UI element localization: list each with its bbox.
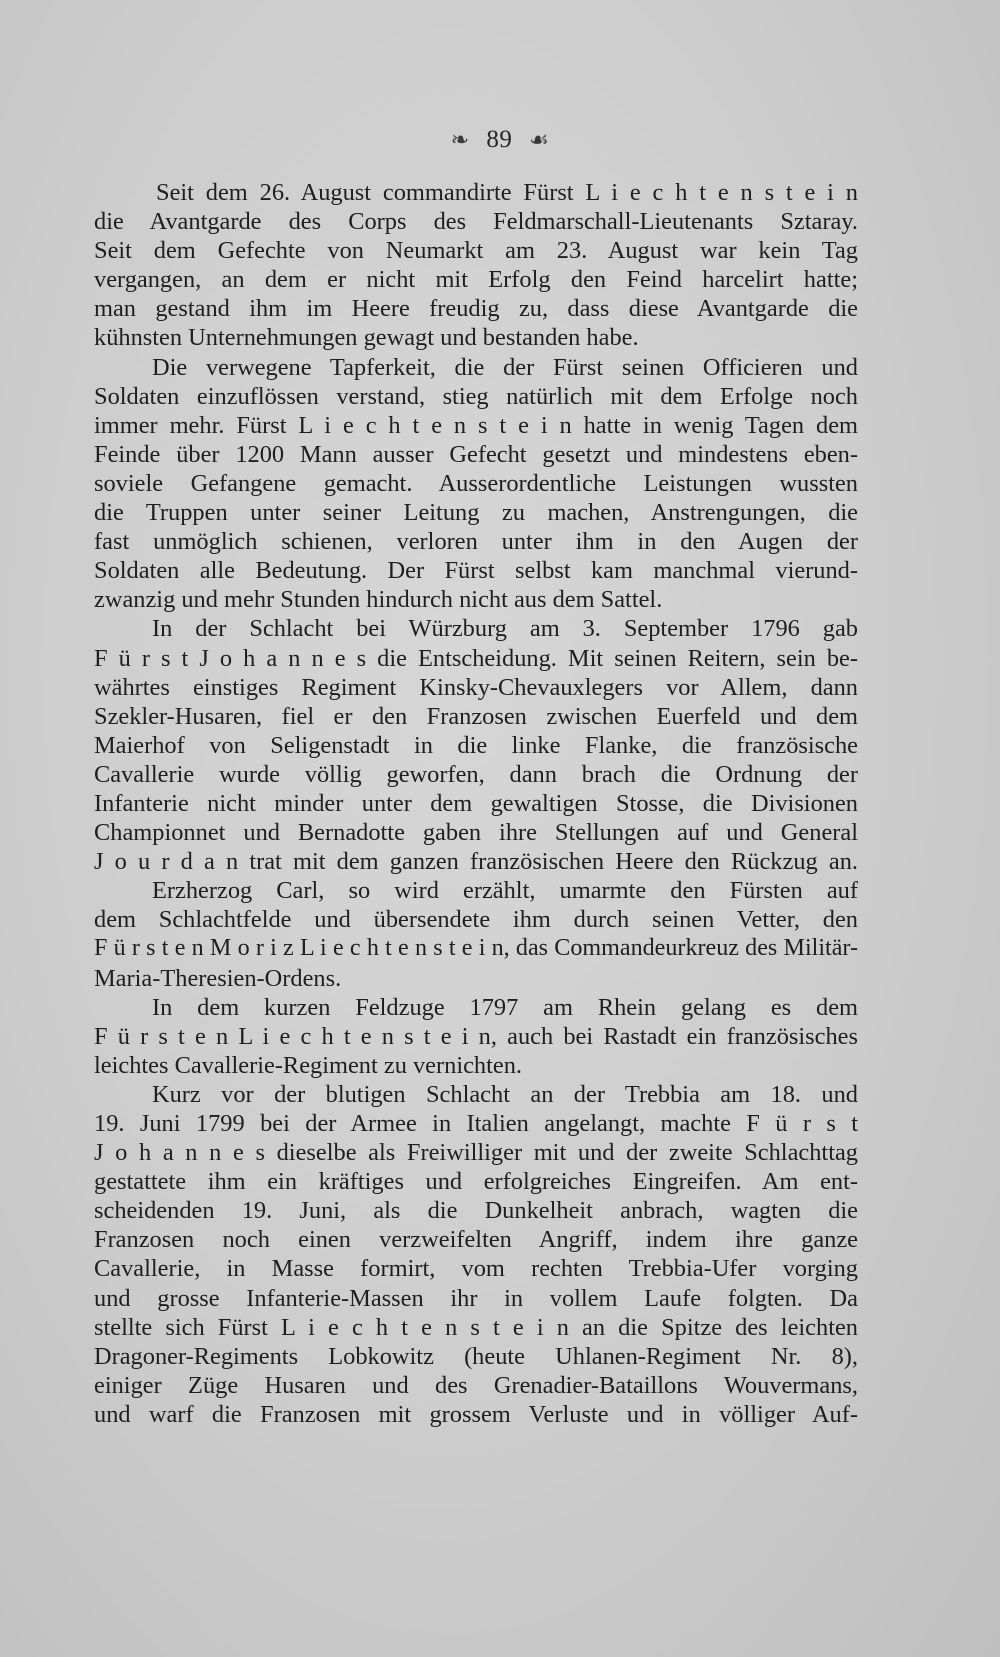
text-line: F ü r s t J o h a n n e s die Entscheidung. Mit seinen Reitern, sein be- bbox=[94, 644, 858, 672]
text-line: scheidenden 19. Juni, als die Dunkelheit anbrach, wagten die bbox=[94, 1197, 858, 1225]
text-line: Dragoner-Regiments Lobkowitz (heute Uhlanen-Regiment Nr. 8), bbox=[94, 1342, 858, 1370]
text-line: kühnsten Unternehmungen gewagt und bestanden habe. bbox=[94, 324, 639, 352]
text-line: Maria-Theresien-Ordens. bbox=[94, 964, 342, 992]
text-line: immer mehr. Fürst L i e c h t e n s t e i n hatte in wenig Tagen dem bbox=[94, 411, 858, 439]
text-line: und warf die Franzosen mit grossem Verluste und in völliger Auf- bbox=[94, 1400, 858, 1428]
text-line: Maierhof von Seligenstadt in die linke Flanke, die französische bbox=[94, 731, 858, 759]
text-line: die Truppen unter seiner Leitung zu machen, Anstrengungen, die bbox=[94, 499, 858, 527]
text-line: vergangen, an dem er nicht mit Erfolg den Feind harcelirt hatte; bbox=[94, 266, 858, 294]
text-line: F ü r s t e n M o r i z L i e c h t e n s t e i n, das Commandeurkreuz des Militär- bbox=[94, 935, 858, 962]
ornament-left-icon: ❧ bbox=[450, 127, 470, 152]
body-text bbox=[94, 178, 858, 1429]
text-line: und grosse Infanterie-Massen ihr in vollem Laufe folgten. Da bbox=[94, 1284, 858, 1312]
text-line: währtes einstiges Regiment Kinsky-Chevauxlegers vor Allem, dann bbox=[94, 673, 858, 701]
text-line: Erzherzog Carl, so wird erzählt, umarmte den Fürsten auf bbox=[152, 877, 858, 905]
text-line: Infanterie nicht minder unter dem gewaltigen Stosse, die Divisionen bbox=[94, 789, 858, 817]
ornament-right-icon: ☙ bbox=[529, 127, 550, 152]
text-line: man gestand ihm im Heere freudig zu, dass diese Avantgarde die bbox=[94, 295, 858, 323]
text-line: stellte sich Fürst L i e c h t e n s t e i n an die Spitze des leichten bbox=[94, 1313, 858, 1341]
text-line: die Avantgarde des Corps des Feldmarschall-Lieutenants Sztaray. bbox=[94, 208, 858, 236]
text-line: gestattete ihm ein kräftiges und erfolgreiches Eingreifen. Am ent- bbox=[94, 1168, 858, 1196]
text-line: Cavallerie, in Masse formirt, vom rechten Trebbia-Ufer vorging bbox=[94, 1255, 858, 1283]
text-line: Seit dem 26. August commandirte Fürst L i e c h t e n s t e i n bbox=[156, 179, 858, 206]
text-line: Cavallerie wurde völlig geworfen, dann brach die Ordnung der bbox=[94, 760, 858, 788]
text-line: Die verwegene Tapferkeit, die der Fürst seinen Officieren und bbox=[152, 353, 858, 381]
page-header bbox=[0, 126, 1000, 154]
text-line: einiger Züge Husaren und des Grenadier-Bataillons Wouvermans, bbox=[94, 1371, 858, 1399]
text-line: Seit dem Gefechte von Neumarkt am 23. August war kein Tag bbox=[94, 237, 858, 265]
text-line: soviele Gefangene gemacht. Ausserordentliche Leistungen wussten bbox=[94, 469, 858, 497]
text-line: fast unmöglich schienen, verloren unter ihm in den Augen der bbox=[94, 528, 858, 556]
text-line: Soldaten alle Bedeutung. Der Fürst selbst kam manchmal vierund- bbox=[94, 557, 858, 585]
text-line: Franzosen noch einen verzweifelten Angriff, indem ihre ganze bbox=[94, 1226, 858, 1254]
text-line: 19. Juni 1799 bei der Armee in Italien angelangt, machte F ü r s t bbox=[94, 1110, 858, 1137]
text-line: J o h a n n e s dieselbe als Freiwilliger mit und der zweite Schlachttag bbox=[94, 1139, 858, 1167]
text-line: Championnet und Bernadotte gaben ihre Stellungen auf und General bbox=[94, 819, 858, 847]
text-line: Soldaten einzuflössen verstand, stieg natürlich mit dem Erfolge noch bbox=[94, 382, 858, 410]
text-line: Kurz vor der blutigen Schlacht an der Trebbia am 18. und bbox=[152, 1080, 858, 1108]
text-line: Szekler-Husaren, fiel er den Franzosen zwischen Euerfeld und dem bbox=[94, 702, 858, 730]
text-line: leichtes Cavallerie-Regiment zu vernichten. bbox=[94, 1051, 523, 1079]
text-line: zwanzig und mehr Stunden hindurch nicht aus dem Sattel. bbox=[94, 586, 663, 614]
text-line: In der Schlacht bei Würzburg am 3. September 1796 gab bbox=[152, 615, 858, 643]
text-line: J o u r d a n trat mit dem ganzen französischen Heere den Rückzug an. bbox=[94, 848, 858, 876]
text-line: F ü r s t e n L i e c h t e n s t e i n, auch bei Rastadt ein französisches bbox=[94, 1022, 858, 1050]
page-number: 89 bbox=[486, 126, 513, 153]
text-line: Feinde über 1200 Mann ausser Gefecht gesetzt und mindestens eben- bbox=[94, 440, 858, 468]
text-line: In dem kurzen Feldzuge 1797 am Rhein gelang es dem bbox=[152, 993, 858, 1021]
text-line: dem Schlachtfelde und übersendete ihm durch seinen Vetter, den bbox=[94, 906, 858, 934]
